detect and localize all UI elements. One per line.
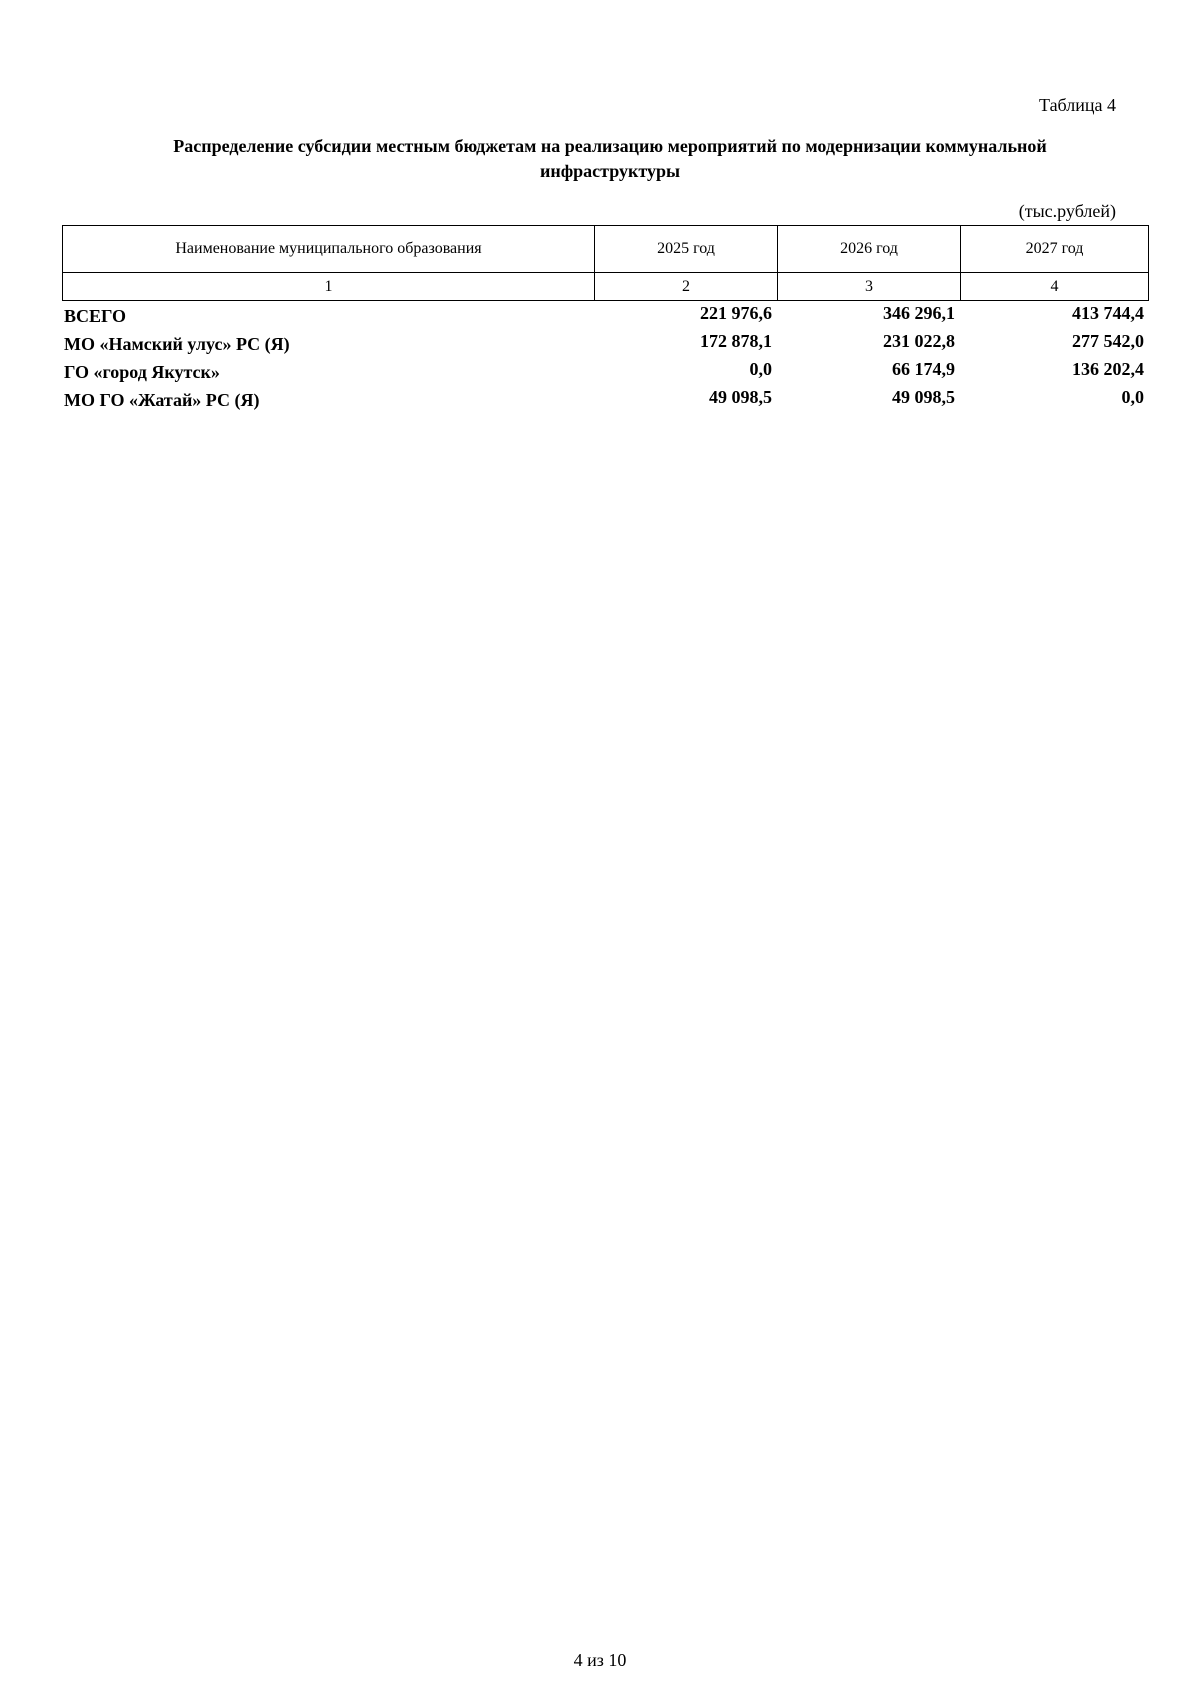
document-title [110, 134, 1110, 184]
value-2027: 413 744,4 [1072, 303, 1144, 323]
table-row [62, 387, 1148, 415]
title-line-1: Распределение субсидии местным бюджетам на реализацию мероприятий по модернизации коммунальной [173, 136, 1047, 156]
row-name: ГО «город Якутск» [64, 362, 220, 382]
row-name: МО «Намский улус» РС (Я) [64, 334, 290, 354]
header-cell-2025: 2025 год [595, 226, 778, 273]
table-row [62, 331, 1148, 359]
column-number: 3 [778, 273, 961, 301]
units-label: (тыс.рублей) [1018, 201, 1116, 221]
column-number-row [63, 273, 1149, 301]
header-cell-2026: 2026 год [778, 226, 961, 273]
page-number: 4 из 10 [573, 1650, 627, 1670]
value-2026: 231 022,8 [883, 331, 955, 351]
row-name: ВСЕГО [64, 306, 127, 326]
value-2027: 277 542,0 [1072, 331, 1144, 351]
title-line-2: инфраструктуры [539, 161, 681, 181]
value-2025: 221 976,6 [700, 303, 772, 323]
table-label: Таблица 4 [1039, 95, 1116, 115]
value-2025: 0,0 [749, 359, 772, 379]
column-number: 1 [63, 273, 595, 301]
header-cell-2027: 2027 год [961, 226, 1149, 273]
table-header [62, 225, 1149, 301]
value-2027: 0,0 [1121, 387, 1144, 407]
table-body [62, 303, 1148, 415]
value-2026: 66 174,9 [892, 359, 955, 379]
table-row [62, 359, 1148, 387]
value-2027: 136 202,4 [1072, 359, 1144, 379]
column-number: 4 [961, 273, 1149, 301]
header-row [63, 226, 1149, 273]
value-2026: 346 296,1 [883, 303, 955, 323]
column-number: 2 [595, 273, 778, 301]
value-2025: 49 098,5 [709, 387, 772, 407]
value-2025: 172 878,1 [700, 331, 772, 351]
value-2026: 49 098,5 [892, 387, 955, 407]
table-row [62, 303, 1148, 331]
header-cell-name: Наименование муниципального образования [63, 226, 595, 273]
row-name: МО ГО «Жатай» РС (Я) [64, 390, 260, 410]
